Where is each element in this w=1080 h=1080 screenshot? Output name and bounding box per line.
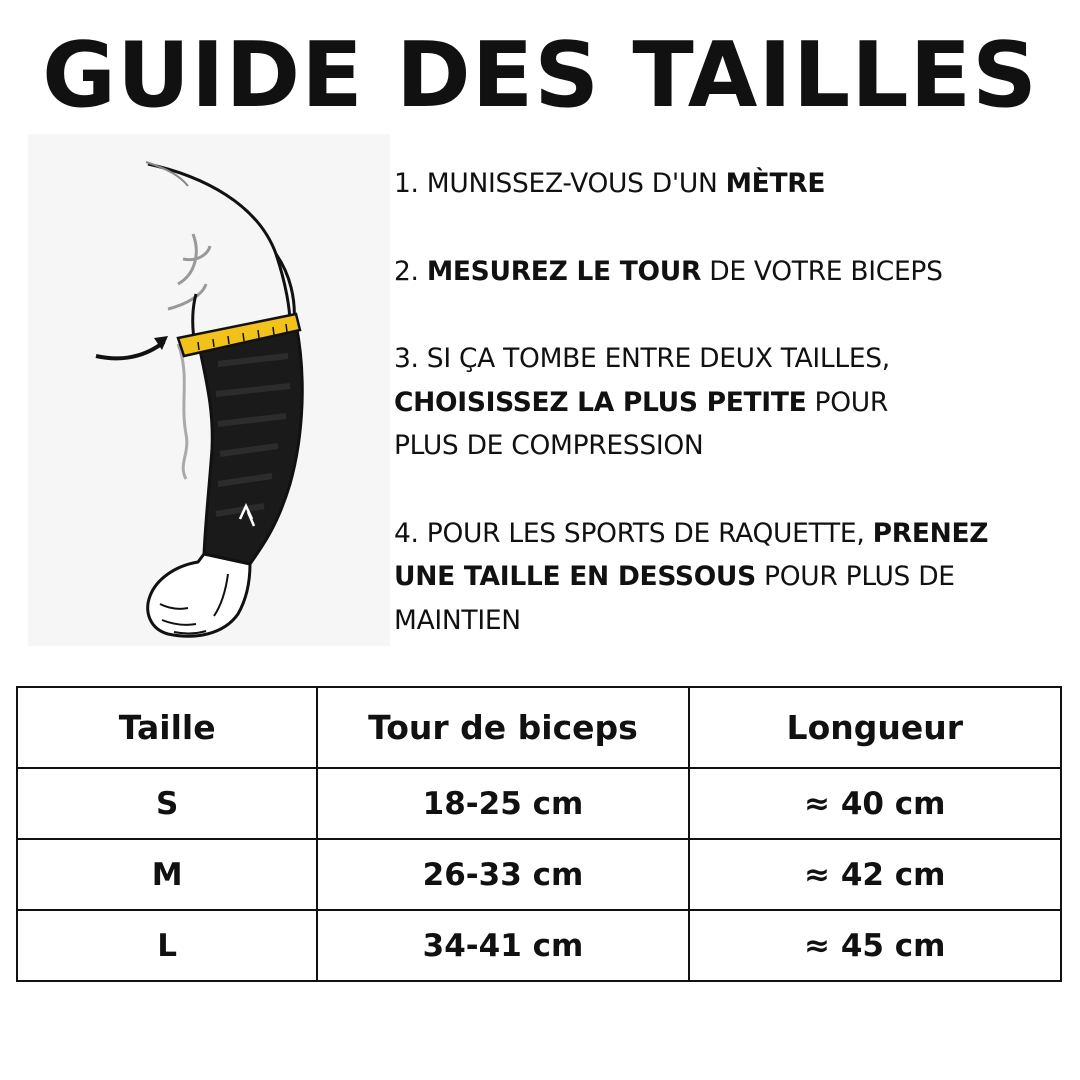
step-3-text-line-2: POUR xyxy=(806,386,889,418)
instructions-list xyxy=(394,162,1064,686)
step-1 xyxy=(394,162,1064,206)
table-row xyxy=(17,839,1061,910)
table-header-row xyxy=(17,687,1061,768)
step-4 xyxy=(394,512,1064,643)
cell-biceps: 26-33 cm xyxy=(317,839,688,910)
step-4-text-line-1: 4. POUR LES SPORTS DE RAQUETTE, xyxy=(394,517,873,549)
step-3-text-line-3: PLUS DE COMPRESSION xyxy=(394,430,704,461)
step-3-text-line-1: 3. SI ÇA TOMBE ENTRE DEUX TAILLES, xyxy=(394,343,890,374)
cell-biceps: 18-25 cm xyxy=(317,768,688,839)
step-3-emphasis: CHOISISSEZ LA PLUS PETITE xyxy=(394,386,807,418)
cell-length: ≈ 40 cm xyxy=(689,768,1061,839)
cell-size: M xyxy=(17,839,317,910)
table-row xyxy=(17,910,1061,981)
page-title: GUIDE DES TAILLES xyxy=(42,23,1038,128)
step-1-emphasis: MÈTRE xyxy=(725,168,826,199)
step-3 xyxy=(394,337,1064,468)
cell-size: L xyxy=(17,910,317,981)
step-2-text: DE VOTRE BICEPS xyxy=(701,255,943,287)
step-4-text-line-2: POUR PLUS DE xyxy=(755,561,955,592)
arm-sleeve-illustration xyxy=(28,134,390,646)
table-row xyxy=(17,768,1061,839)
cell-size: S xyxy=(17,768,317,839)
step-2-number: 2. xyxy=(394,255,427,287)
size-table xyxy=(16,686,1062,982)
step-2-emphasis: MESUREZ LE TOUR xyxy=(426,255,702,287)
step-2 xyxy=(394,250,1064,294)
step-4-emphasis-1: PRENEZ xyxy=(872,517,989,549)
cell-biceps: 34-41 cm xyxy=(317,910,688,981)
cell-length: ≈ 42 cm xyxy=(689,839,1061,910)
step-1-text: 1. MUNISSEZ-VOUS D'UN xyxy=(394,168,726,199)
step-4-text-line-3: MAINTIEN xyxy=(394,604,521,636)
step-4-emphasis-2: UNE TAILLE EN DESSOUS xyxy=(394,561,756,592)
header-taille: Taille xyxy=(17,687,317,768)
header-longueur: Longueur xyxy=(689,687,1061,768)
arm-sleeve-measure-icon xyxy=(28,134,390,646)
header-tour-de-biceps: Tour de biceps xyxy=(317,687,688,768)
cell-length: ≈ 45 cm xyxy=(689,910,1061,981)
